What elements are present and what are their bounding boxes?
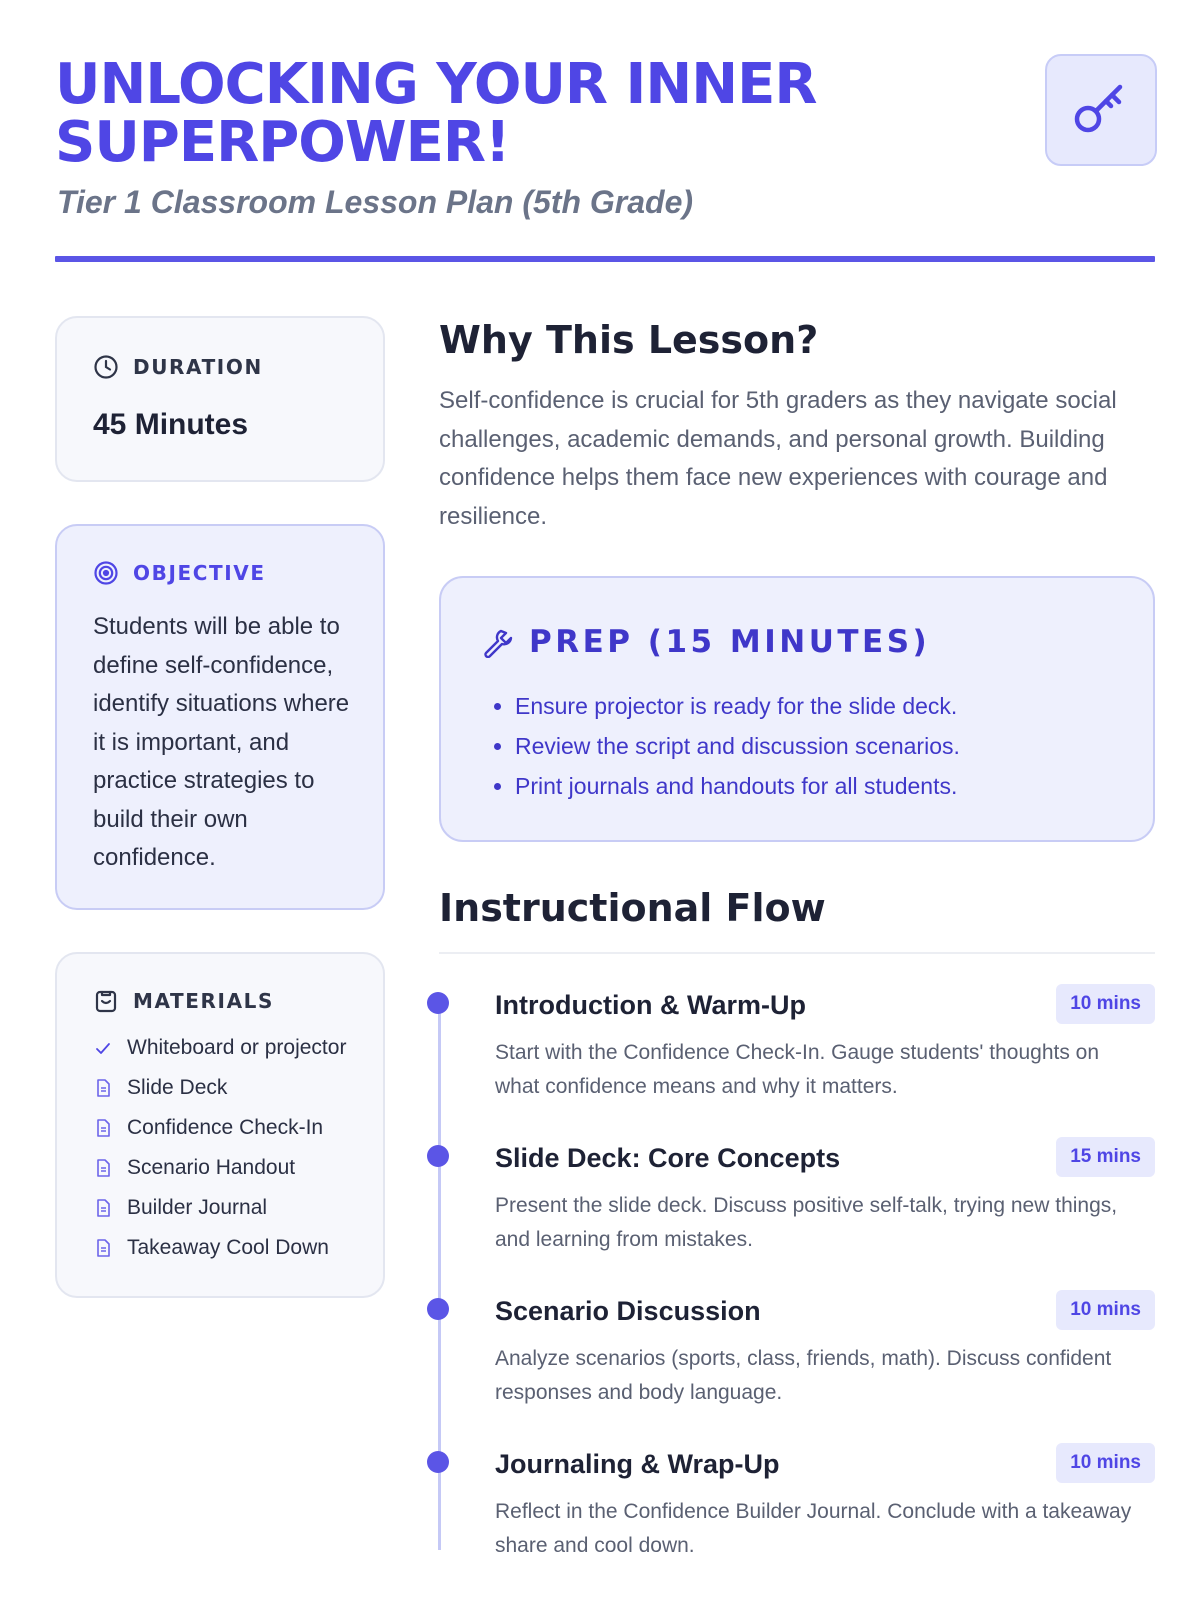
flow-divider (439, 952, 1155, 954)
step-description: Analyze scenarios (sports, class, friends, math). Discuss confident responses and body language. (495, 1347, 1112, 1404)
timeline-dot (427, 1451, 449, 1473)
time-badge: 10 mins (1056, 1290, 1155, 1330)
page-title: UNLOCKING YOUR INNER SUPERPOWER! (55, 52, 817, 175)
timeline-dot (427, 992, 449, 1014)
step-description: Reflect in the Confidence Builder Journal. Conclude with a takeaway share and cool down. (495, 1500, 1132, 1557)
check-icon (93, 1038, 113, 1058)
prep-card (439, 576, 1155, 842)
list-item: • Review the script and discussion scenarios. (515, 726, 1113, 766)
list-item (93, 1188, 363, 1228)
materials-label: MATERIALS (133, 989, 275, 1013)
step-description: Start with the Confidence Check-In. Gauge students' thoughts on what confidence means and why it matters. (495, 1041, 1100, 1098)
timeline-dot (427, 1145, 449, 1167)
why-text: Self-confidence is crucial for 5th graders as they navigate social challenges, academic demands, and personal growth. Building confidence helps them face new experiences with courage and resilience. (439, 387, 1117, 530)
materials-card (55, 952, 385, 1298)
target-icon (93, 560, 119, 586)
timeline-dot (427, 1298, 449, 1320)
duration-card (55, 316, 385, 482)
material-label: Takeaway Cool Down (127, 1236, 329, 1259)
duration-value: 45 Minutes (93, 408, 249, 441)
document-icon (93, 1238, 113, 1258)
wrench-icon (481, 626, 513, 658)
material-label: Scenario Handout (127, 1156, 296, 1179)
lesson-plan-page (55, 0, 1155, 1600)
timeline-step (427, 1449, 1155, 1599)
material-label: Confidence Check-In (127, 1116, 324, 1139)
step-title: Scenario Discussion (495, 1296, 761, 1326)
time-badge: 10 mins (1056, 1443, 1155, 1483)
step-title: Introduction & Warm-Up (495, 990, 806, 1020)
material-label: Builder Journal (127, 1196, 268, 1219)
document-icon (93, 1198, 113, 1218)
prep-list (481, 686, 1113, 806)
step-description: Present the slide deck. Discuss positive self-talk, trying new things, and learning from mistakes. (495, 1194, 1118, 1251)
document-icon (93, 1118, 113, 1138)
duration-label: DURATION (133, 355, 263, 379)
clock-icon (93, 354, 119, 380)
list-item (93, 1228, 363, 1268)
list-item: • Ensure projector is ready for the slide deck. (515, 686, 1113, 726)
header-divider (55, 256, 1155, 262)
material-label: Slide Deck (127, 1076, 228, 1099)
document-icon (93, 1158, 113, 1178)
objective-label: OBJECTIVE (133, 561, 266, 585)
time-badge: 15 mins (1056, 1137, 1155, 1177)
time-badge: 10 mins (1056, 984, 1155, 1024)
document-icon (93, 1078, 113, 1098)
key-badge (1045, 54, 1157, 166)
list-item (93, 1028, 363, 1068)
step-title: Journaling & Wrap-Up (495, 1449, 780, 1479)
why-heading: Why This Lesson? (439, 318, 819, 362)
prep-heading: PREP (15 MINUTES) (529, 624, 931, 660)
clipboard-icon (93, 988, 119, 1014)
timeline-step (427, 990, 1155, 1140)
key-icon (1070, 77, 1132, 144)
step-title: Slide Deck: Core Concepts (495, 1143, 841, 1173)
list-item (93, 1068, 363, 1108)
page-subtitle: Tier 1 Classroom Lesson Plan (5th Grade) (57, 184, 694, 220)
objective-text: Students will be able to define self-confidence, identify situations where it is important, and practice strategies to build their own confidence. (93, 613, 350, 871)
list-item (93, 1148, 363, 1188)
flow-heading: Instructional Flow (439, 886, 826, 930)
objective-card (55, 524, 385, 910)
list-item (93, 1108, 363, 1148)
list-item: • Print journals and handouts for all students. (515, 766, 1113, 806)
timeline-step (427, 1143, 1155, 1293)
material-label: Whiteboard or projector (127, 1036, 347, 1059)
timeline-step (427, 1296, 1155, 1446)
materials-list (93, 1028, 363, 1268)
